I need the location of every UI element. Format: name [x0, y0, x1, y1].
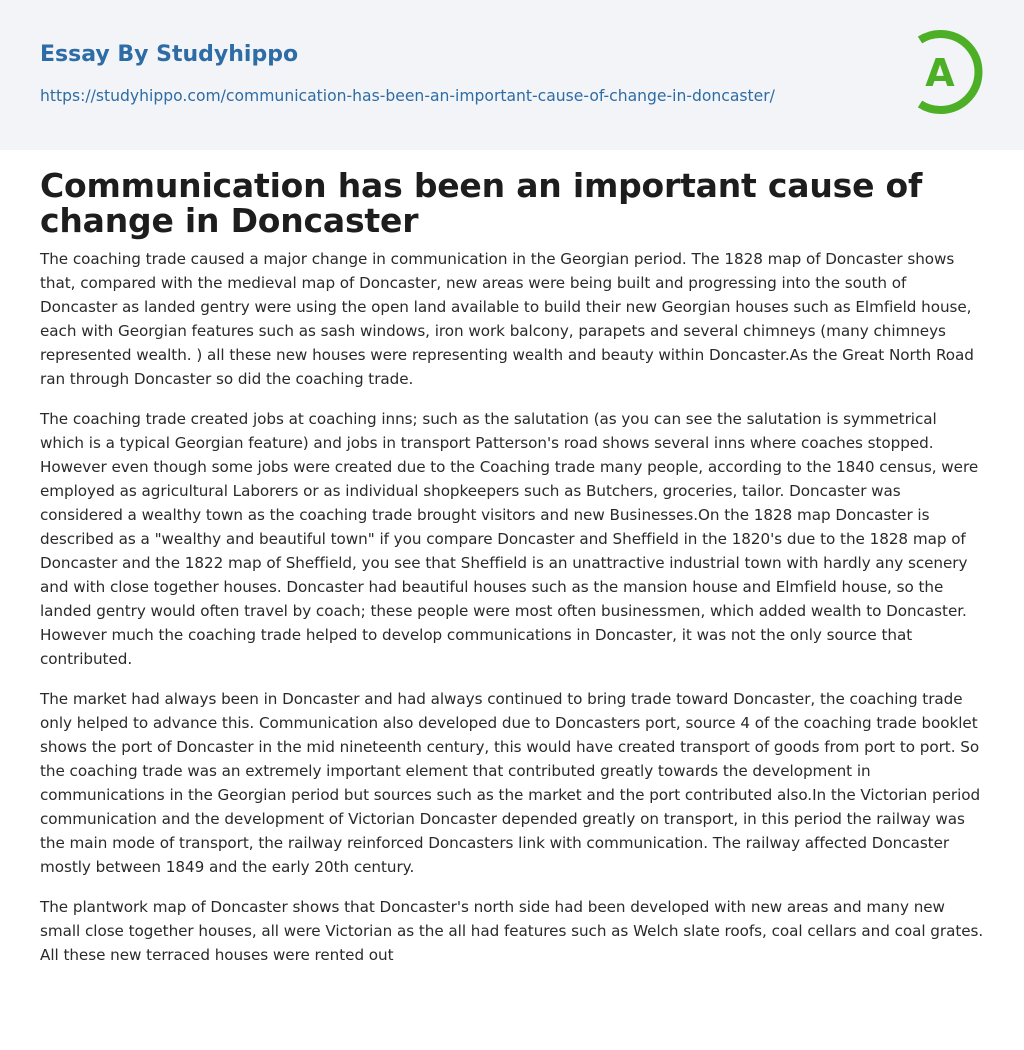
article-paragraph-1: The coaching trade caused a major change in communication in the Georgian period. The 1828 map of Doncaster shows that, compared with the medieval map of Doncaster, new areas were being built and progressing into the south of Doncaster as landed gentry were using the open land available to build their new Georgian houses such as Elmfield house, each with Georgian features such as sash windows, iron work balcony, parapets and several chimneys (many chimneys represented wealth. ) all these new houses were representing wealth and beauty within Doncaster.As the Great North Road ran through Doncaster so did the coaching trade.: [40, 250, 974, 388]
article-paragraph-2: The coaching trade created jobs at coaching inns; such as the salutation (as you can see the salutation is symmetrical which is a typical Georgian feature) and jobs in transport Patterson's road shows several inns where coaches stopped. However even though some jobs were created due to the Coaching trade many people, according to the 1840 census, were employed as agricultural Laborers or as individual shopkeepers such as Butchers, groceries, tailor. Doncaster was considered a wealthy town as the coaching trade brought visitors and new Businesses.On the 1828 map Doncaster is described as a "wealthy and beautiful town" if you compare Doncaster and Sheffield in the 1820's due to the 1828 map of Doncaster and the 1822 map of Sheffield, you see that Sheffield is an unattractive industrial town with hardly any scenery and with close together houses. Doncaster had beautiful houses such as the mansion house and Elmfield house, so the landed gentry would often travel by coach; these people were most often businessmen, which added wealth to Doncaster. However much the coaching trade helped to develop communications in Doncaster, it was not the only source that contributed.: [40, 410, 979, 668]
article: [0, 150, 1024, 967]
brand-title[interactable]: Essay By Studyhippo: [40, 42, 299, 67]
article-paragraph-4: The plantwork map of Doncaster shows that Doncaster's north side had been developed with new areas and many new small close together houses, all were Victorian as the all had features such as Welch slate roofs, coal cellars and coal grates. All these new terraced houses were rented out: [40, 898, 984, 964]
site-header: [0, 0, 1024, 150]
source-url-link[interactable]: https://studyhippo.com/communication-has-been-an-important-cause-of-change-in-doncaster/: [40, 87, 775, 105]
studyhippo-logo-icon[interactable]: [908, 28, 988, 116]
article-title: Communication has been an important cause of change in Doncaster: [40, 166, 923, 240]
logo-letter: A: [925, 51, 955, 95]
article-paragraph-3: The market had always been in Doncaster and had always continued to bring trade toward Doncaster, the coaching trade only helped to advance this. Communication also developed due to Doncasters port, source 4 of the coaching trade booklet shows the port of Doncaster in the mid nineteenth century, this would have created transport of goods from port to port. So the coaching trade was an extremely important element that contributed greatly towards the development in communications in the Georgian period but sources such as the market and the port contributed also.In the Victorian period communication and the development of Victorian Doncaster depended greatly on transport, in this period the railway was the main mode of transport, the railway reinforced Doncasters link with communication. The railway affected Doncaster mostly between 1849 and the early 20th century.: [40, 690, 981, 876]
